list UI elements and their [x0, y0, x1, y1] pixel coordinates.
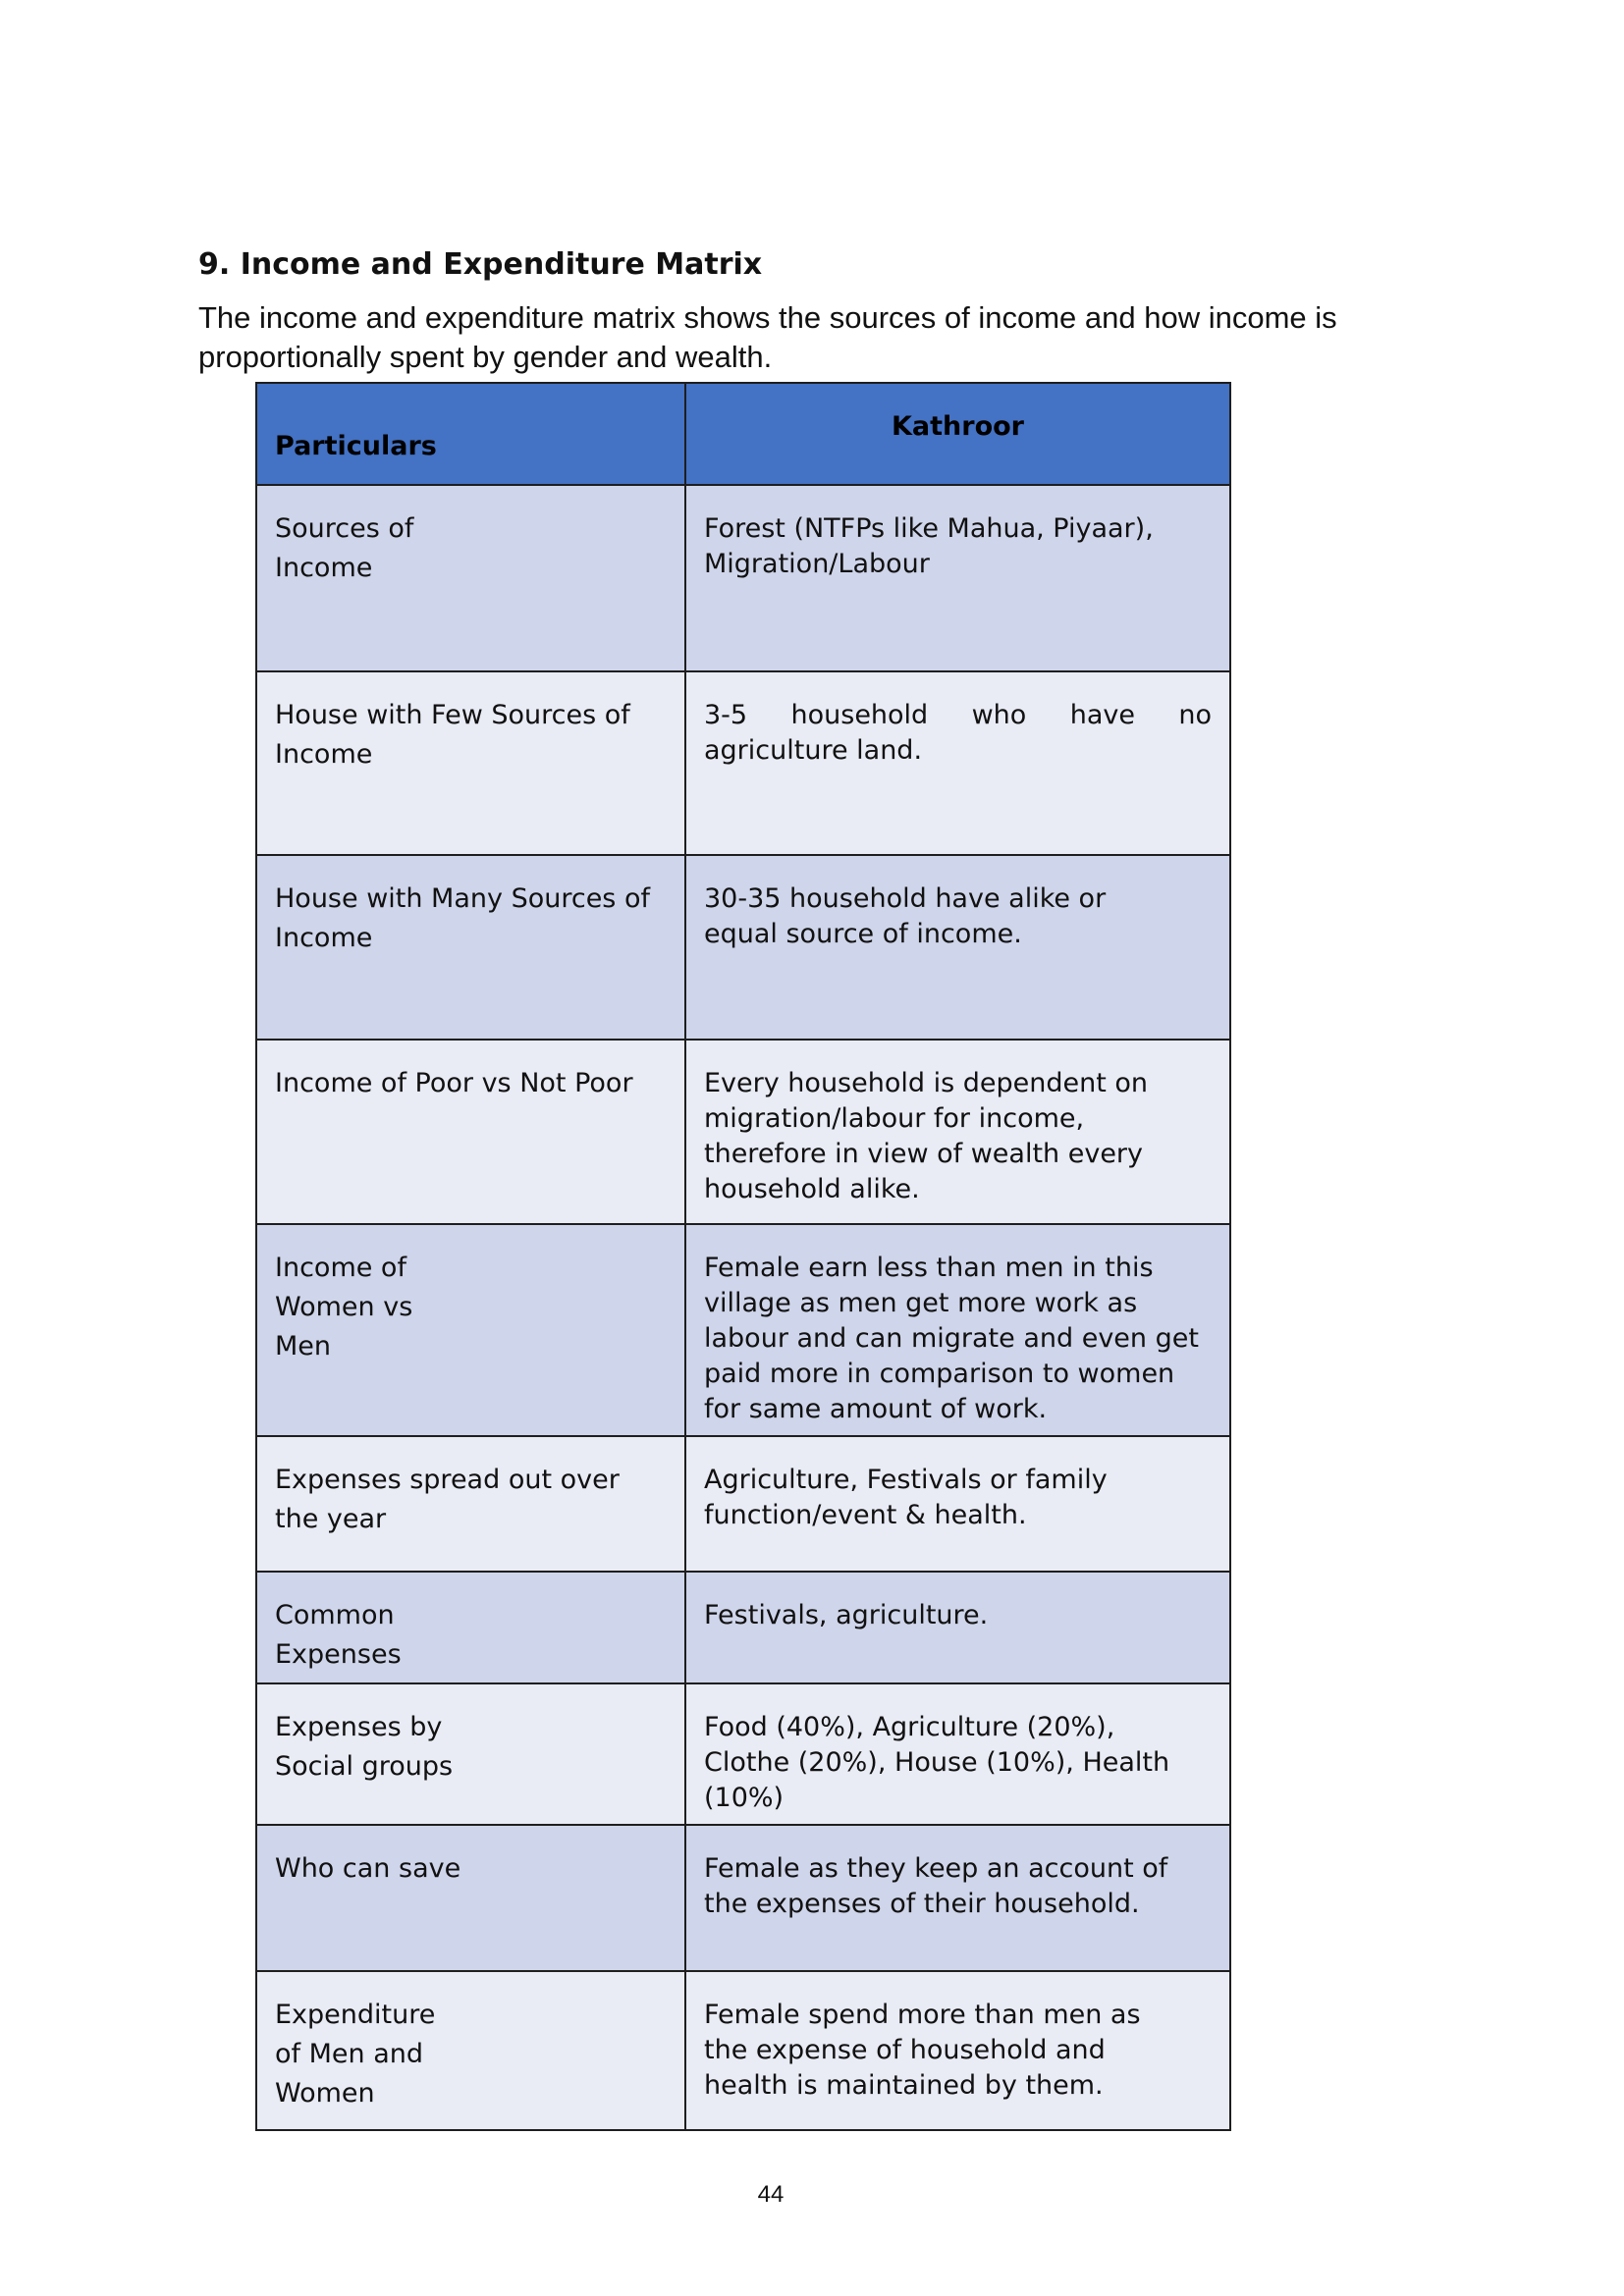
header-kathroor: Kathroor	[685, 383, 1230, 485]
kathroor-cell: Food (40%), Agriculture (20%), Clothe (20%), House (10%), Health (10%)	[685, 1683, 1230, 1825]
particular-cell: Expenses spread out over the year	[256, 1436, 685, 1572]
intro-paragraph: The income and expenditure matrix shows the sources of income and how income is proportionally spent by gender and wealth.	[198, 300, 1337, 374]
income-expenditure-table	[255, 382, 1231, 2131]
table-row	[256, 1572, 1230, 1683]
particular-cell: Who can save	[256, 1825, 685, 1971]
section-heading: 9. Income and Expenditure Matrix	[198, 247, 763, 282]
table-row	[256, 1971, 1230, 2130]
kathroor-cell: Female earn less than men in this village as men get more work as labour and can migrate and even get paid more in comparison to women for same amount of work.	[685, 1224, 1230, 1436]
kathroor-cell: Female as they keep an account of the expenses of their household.	[685, 1825, 1230, 1971]
table-row	[256, 1436, 1230, 1572]
particular-cell: Common Expenses	[256, 1572, 685, 1683]
particular-cell: Expenses by Social groups	[256, 1683, 685, 1825]
table-row	[256, 1683, 1230, 1825]
header-particulars: Particulars	[256, 383, 685, 485]
page-number: 44	[757, 2181, 785, 2208]
table-row	[256, 855, 1230, 1040]
particular-cell: Expenditure of Men and Women	[256, 1971, 685, 2130]
particular-cell: House with Few Sources of Income	[256, 671, 685, 855]
particular-cell: House with Many Sources of Income	[256, 855, 685, 1040]
kathroor-cell: Female spend more than men as the expense of household and health is maintained by them.	[685, 1971, 1230, 2130]
kathroor-cell: Agriculture, Festivals or family function/event & health.	[685, 1436, 1230, 1572]
table-row	[256, 671, 1230, 855]
particular-cell: Sources of Income	[256, 485, 685, 671]
kathroor-cell: 3-5 household who have no agriculture land.	[685, 671, 1230, 855]
table-row	[256, 1224, 1230, 1436]
table-row	[256, 485, 1230, 671]
table-header-row	[256, 383, 1230, 485]
kathroor-cell: 30-35 household have alike or equal source of income.	[685, 855, 1230, 1040]
kathroor-cell: Forest (NTFPs like Mahua, Piyaar), Migration/Labour	[685, 485, 1230, 671]
particular-cell: Income of Women vs Men	[256, 1224, 685, 1436]
kathroor-cell: Festivals, agriculture.	[685, 1572, 1230, 1683]
kathroor-cell: Every household is dependent on migration/labour for income, therefore in view of wealth every household alike.	[685, 1040, 1230, 1224]
particular-cell: Income of Poor vs Not Poor	[256, 1040, 685, 1224]
table-row	[256, 1825, 1230, 1971]
table-row	[256, 1040, 1230, 1224]
